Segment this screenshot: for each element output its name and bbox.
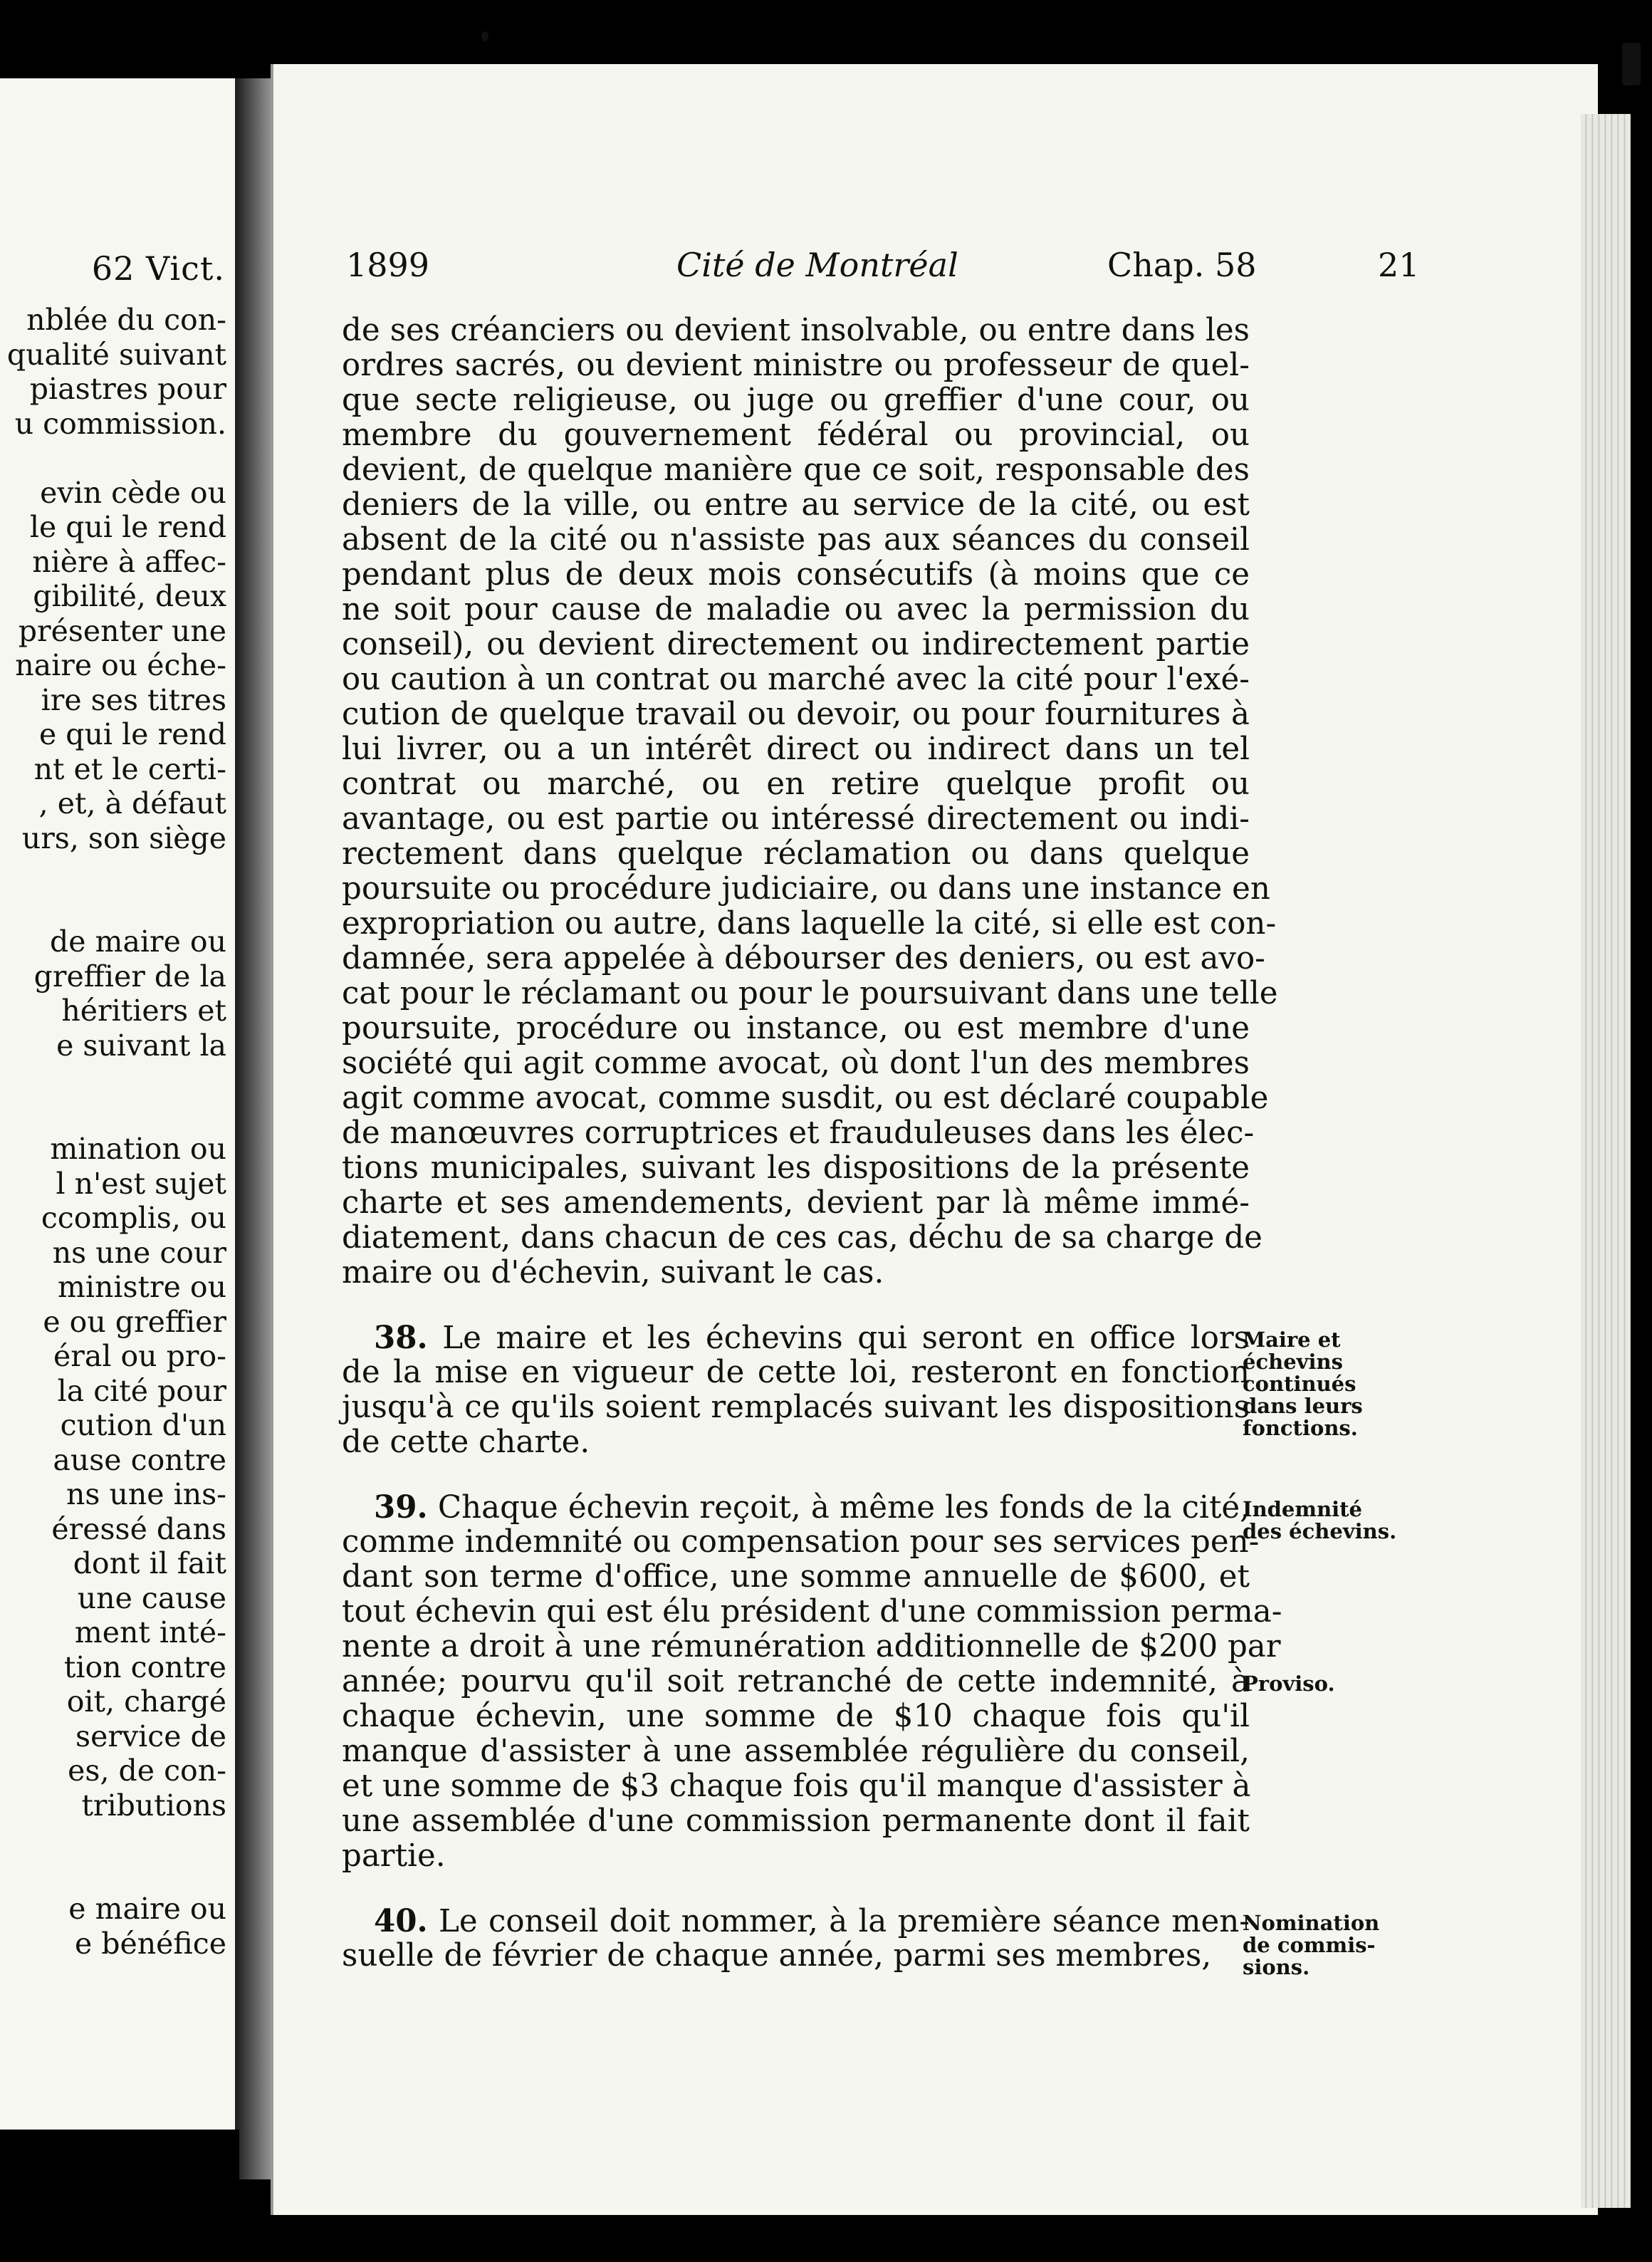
section-38-line: jusqu'à ce qu'ils soient remplacés suivant les dispositions: [342, 1390, 1250, 1425]
speck: [481, 31, 488, 41]
text-line: charte et ses amendements, devient par là même immé-: [342, 1185, 1250, 1221]
section-39-line: une assemblée d'une commission permanente dont il fait: [342, 1803, 1250, 1839]
speck: [1622, 43, 1641, 85]
left-page-line: l n'est sujet: [56, 1166, 226, 1201]
margin-note-line: de commis-: [1243, 1933, 1376, 1957]
left-page-line: ause contre: [53, 1442, 226, 1477]
left-page-line: , et, à défaut: [38, 786, 226, 820]
left-page-line: gibilité, deux: [33, 579, 226, 613]
section-39-line: année; pourvu qu'il soit retranché de cette indemnité, à: [342, 1664, 1250, 1699]
page-edges: [1581, 114, 1631, 2208]
text-line: diatement, dans chacun de ces cas, déchu de sa charge de: [342, 1220, 1262, 1256]
text-line: pendant plus de deux mois consécutifs (à moins que ce: [342, 557, 1250, 593]
text-line: cat pour le réclamant ou pour le poursuivant dans une telle: [342, 976, 1278, 1011]
header-year: 1899: [346, 246, 430, 284]
section-39-line: chaque échevin, une somme de $10 chaque fois qu'il: [342, 1699, 1250, 1734]
paragraph-gap: [342, 1460, 1250, 1490]
section-40-line: suelle de février de chaque année, parmi ses membres,: [342, 1938, 1212, 1974]
section-38-line: de la mise en vigueur de cette loi, resteront en fonction: [342, 1355, 1250, 1390]
left-page-line: e qui le rend: [38, 717, 226, 751]
margin-note: [1243, 1499, 1396, 1543]
left-page-line: cution d'un: [60, 1408, 226, 1442]
text-line: ou caution à un contrat ou marché avec la cité pour l'exé-: [342, 662, 1250, 697]
left-page: [0, 78, 239, 2130]
text-line: contrat ou marché, ou en retire quelque profit ou: [342, 766, 1250, 802]
paragraph-gap: [342, 1291, 1250, 1320]
left-page-line: e ou greffier: [43, 1304, 226, 1339]
left-page-line: piastres pour: [29, 372, 226, 406]
left-page-line: e suivant la: [56, 1028, 226, 1063]
margin-note-line: échevins: [1243, 1350, 1343, 1374]
page-number: 21: [1378, 246, 1420, 284]
left-page-line: greffier de la: [33, 959, 226, 994]
left-page-line: nière à affec-: [32, 544, 226, 579]
paragraph-gap: [342, 1874, 1250, 1904]
text-line: avantage, ou est partie ou intéressé directement ou indi-: [342, 801, 1250, 837]
margin-note-line: sions.: [1243, 1955, 1310, 1979]
text-line: que secte religieuse, ou juge ou greffier d'une cour, ou: [342, 382, 1250, 418]
text-line: absent de la cité ou n'assiste pas aux séances du conseil: [342, 522, 1250, 558]
section-39-line: tout échevin qui est élu président d'une commission perma-: [342, 1594, 1282, 1630]
left-page-line: urs, son siège: [21, 820, 226, 855]
left-page-line: e maire ou: [68, 1892, 226, 1926]
section-38-line: de cette charte.: [342, 1424, 590, 1460]
header-chapter: Chap. 58: [1107, 246, 1257, 284]
text-line: deniers de la ville, ou entre au service de la cité, ou est: [342, 487, 1250, 523]
left-page-line: nt et le certi-: [33, 751, 226, 786]
text-line: conseil), ou devient directement ou indirectement partie: [342, 627, 1250, 662]
left-page-line: e bénéfice: [74, 1926, 226, 1961]
left-page-line: nblée du con-: [26, 303, 226, 337]
section-39-line: dant son terme d'office, une somme annuelle de $600, et: [342, 1559, 1250, 1595]
left-page-line: une cause: [77, 1580, 226, 1615]
margin-note: [1243, 1673, 1335, 1695]
text-line: maire ou d'échevin, suivant le cas.: [342, 1255, 884, 1291]
left-page-line: éral ou pro-: [53, 1339, 226, 1373]
text-line: ne soit pour cause de maladie ou avec la permission du: [342, 592, 1250, 627]
left-page-line: présenter une: [18, 613, 226, 648]
section-39-line: [342, 1490, 1250, 1525]
section-text: Chaque échevin reçoit, à même les fonds de la cité,: [437, 1490, 1250, 1526]
text-line: de ses créanciers ou devient insolvable, ou entre dans les: [342, 313, 1250, 348]
section-39-line: nente a droit à une rémunération additionnelle de $200 par: [342, 1629, 1281, 1664]
left-page-line: evin cède ou: [40, 475, 226, 510]
left-page-line: la cité pour: [57, 1373, 226, 1408]
margin-note-line: dans leurs: [1243, 1394, 1363, 1418]
section-number: 38.: [374, 1320, 428, 1356]
text-line: ordres sacrés, ou devient ministre ou professeur de quel-: [342, 348, 1250, 383]
section-39-line: partie.: [342, 1838, 446, 1874]
text-line: société qui agit comme avocat, où dont l'un des membres: [342, 1046, 1250, 1081]
left-page-line: service de: [75, 1719, 226, 1753]
margin-note-line: fonctions.: [1243, 1416, 1358, 1440]
text-line: membre du gouvernement fédéral ou provincial, ou: [342, 417, 1250, 453]
text-line: devient, de quelque manière que ce soit, responsable des: [342, 452, 1250, 488]
margin-note-line: Nomination: [1243, 1911, 1380, 1935]
left-page-line: mination ou: [50, 1132, 226, 1166]
text-line: damnée, sera appelée à débourser des deniers, ou est avo-: [342, 941, 1265, 976]
text-line: expropriation ou autre, dans laquelle la cité, si elle est con-: [342, 906, 1277, 942]
header-title: Cité de Montréal: [676, 246, 958, 284]
left-page-line: éressé dans: [51, 1511, 226, 1546]
left-page-line: naire ou éche-: [15, 648, 226, 682]
left-page-line: oit, chargé: [66, 1684, 226, 1719]
text-line: tions municipales, suivant les dispositions de la présente: [342, 1150, 1250, 1186]
left-page-line: ire ses titres: [41, 682, 226, 717]
section-number: 40.: [374, 1903, 428, 1939]
text-line: lui livrer, ou a un intérêt direct ou indirect dans un tel: [342, 731, 1250, 767]
text-line: de manœuvres corruptrices et frauduleuses dans les élec-: [342, 1115, 1255, 1151]
left-page-line: ccomplis, ou: [41, 1201, 226, 1235]
text-line: cution de quelque travail ou devoir, ou pour fournitures à: [342, 697, 1250, 732]
left-page-line: dont il fait: [73, 1546, 226, 1580]
left-page-line: qualité suivant: [6, 337, 226, 372]
margin-note-line: Indemnité: [1243, 1497, 1363, 1521]
left-page-line: ns une ins-: [66, 1477, 226, 1511]
left-page-line: ns une cour: [52, 1235, 226, 1270]
margin-note-line: des échevins.: [1243, 1519, 1397, 1543]
text-line: poursuite ou procédure judiciaire, ou dans une instance en: [342, 871, 1270, 907]
left-page-line: ministre ou: [57, 1270, 226, 1304]
left-page-line: ment inté-: [74, 1615, 226, 1649]
text-line: agit comme avocat, comme susdit, ou est déclaré coupable: [342, 1080, 1269, 1116]
section-text: Le conseil doit nommer, à la première séance men-: [439, 1904, 1250, 1939]
margin-note-line: continués: [1243, 1372, 1356, 1396]
section-38-line: [342, 1320, 1250, 1355]
left-page-line: es, de con-: [68, 1753, 226, 1788]
margin-note: [1243, 1912, 1379, 1979]
section-39-line: manque d'assister à une assemblée régulière du conseil,: [342, 1734, 1250, 1769]
text-line: poursuite, procédure ou instance, ou est membre d'une: [342, 1011, 1250, 1046]
section-39-line: comme indemnité ou compensation pour ses services pen-: [342, 1524, 1260, 1560]
left-page-line: tion contre: [63, 1649, 226, 1684]
section-text: Le maire et les échevins qui seront en office lors: [442, 1320, 1250, 1356]
section-number: 39.: [374, 1489, 428, 1526]
margin-note-line: Maire et: [1243, 1328, 1341, 1352]
margin-note: [1243, 1329, 1363, 1439]
left-page-line: tributions: [81, 1788, 226, 1823]
left-page-line: u commission.: [14, 406, 226, 441]
left-page-line: de maire ou: [50, 924, 226, 959]
left-page-header: 62 Vict.: [91, 249, 225, 288]
margin-note-line: Proviso.: [1243, 1672, 1335, 1696]
section-40-line: [342, 1904, 1250, 1939]
body-text: [342, 313, 1282, 1974]
text-line: rectement dans quelque réclamation ou dans quelque: [342, 836, 1250, 872]
section-39-line: et une somme de $3 chaque fois qu'il manque d'assister à: [342, 1768, 1251, 1804]
left-page-line: héritiers et: [61, 994, 226, 1028]
left-page-line: le qui le rend: [29, 510, 226, 544]
